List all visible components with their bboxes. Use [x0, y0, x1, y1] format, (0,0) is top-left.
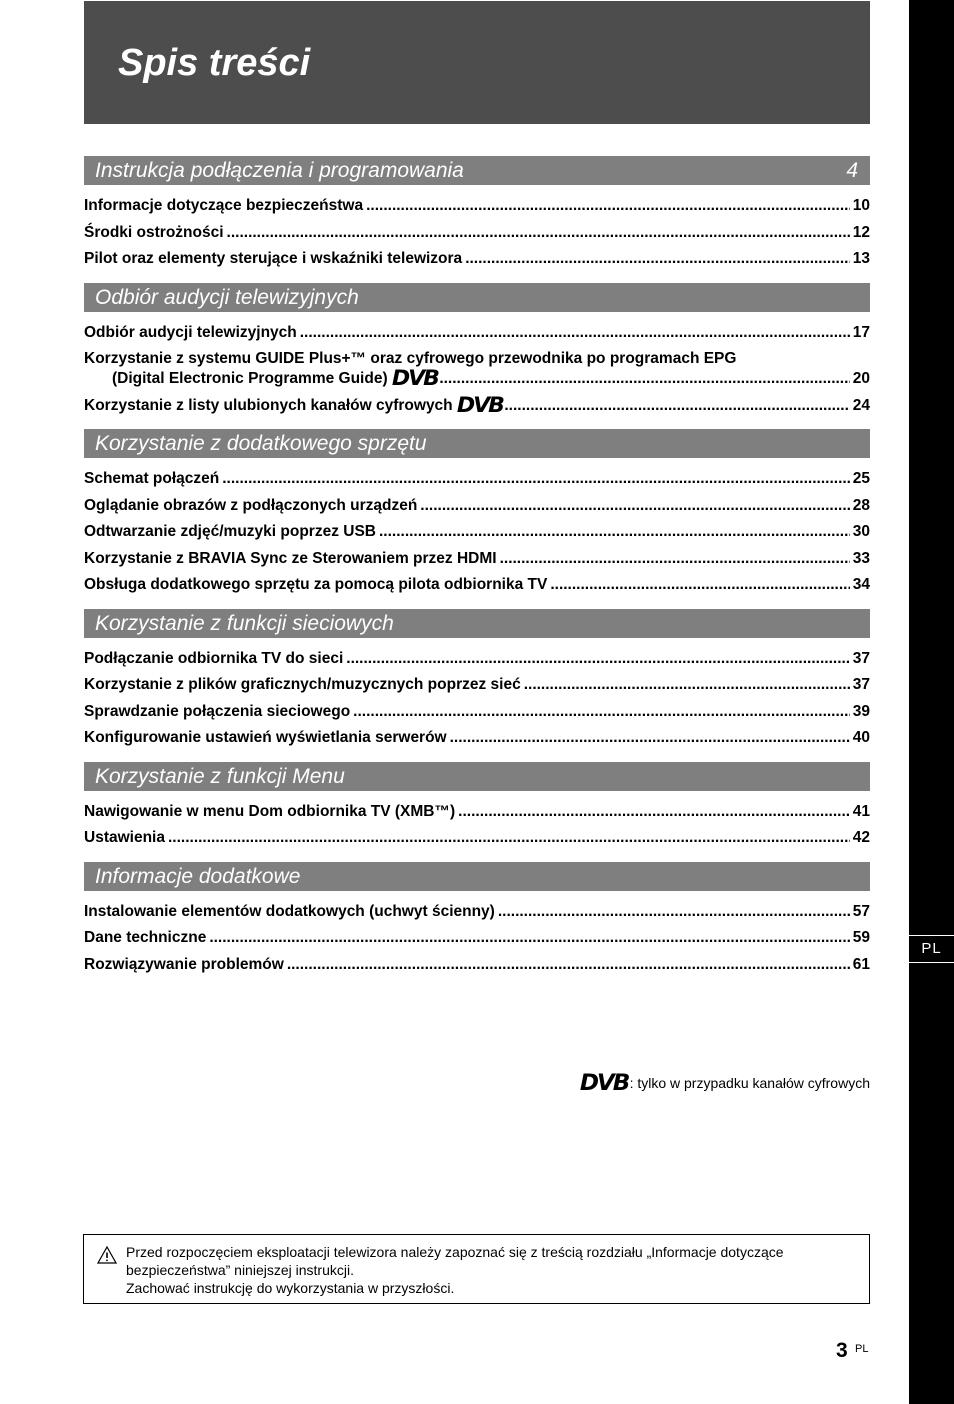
toc-entry-label: Rozwiązywanie problemów — [84, 955, 284, 973]
section-heading[interactable] — [84, 609, 870, 639]
toc-entry-label: Podłączanie odbiornika TV do sieci — [84, 649, 344, 667]
leader-dots — [498, 902, 850, 922]
toc-entry-page: 57 — [852, 902, 870, 920]
leader-dots — [450, 728, 850, 748]
toc-entry-label: Korzystanie z listy ulubionych kanałów cyfrowych — [84, 396, 453, 414]
toc-entry-label: Ustawienia — [84, 829, 165, 846]
toc-entry-label: Schemat połączeń — [84, 470, 220, 487]
toc-section — [84, 429, 870, 609]
leader-dots — [209, 928, 849, 948]
toc-entry[interactable] — [84, 575, 870, 595]
section-heading-text: Instrukcja podłączenia i programowania — [95, 159, 464, 182]
toc-section — [84, 609, 870, 762]
section-heading-text: Korzystanie z funkcji sieciowych — [95, 611, 394, 635]
toc-section — [84, 862, 870, 989]
toc-entry-page: 61 — [852, 955, 870, 973]
page-number-suffix: PL — [855, 1343, 869, 1355]
leader-dots — [222, 469, 850, 489]
leader-dots — [465, 249, 850, 269]
page-title: Spis treści — [118, 42, 311, 84]
toc-entry-label: Informacje dotyczące bezpieczeństwa — [84, 197, 364, 214]
page-number: 3 — [836, 1339, 848, 1362]
section-heading-text: Korzystanie z dodatkowego sprzętu — [95, 432, 427, 455]
toc-section — [84, 156, 870, 283]
toc-entry-page: 24 — [852, 396, 870, 414]
toc-entry-label: Oglądanie obrazów z podłączonych urządzeń — [84, 496, 418, 514]
section-heading-text: Korzystanie z funkcji Menu — [95, 764, 345, 788]
toc-entry[interactable] — [84, 496, 870, 516]
legend-text: : tylko w przypadku kanałów cyfrowych — [629, 1075, 870, 1091]
leader-dots — [346, 649, 849, 669]
toc-entry[interactable] — [84, 675, 870, 695]
toc-entry-label: Korzystanie z systemu GUIDE Plus+™ oraz cyfrowego przewodnika po programach EPG — [84, 350, 737, 367]
toc-entry[interactable] — [84, 392, 870, 417]
side-tab — [909, 0, 954, 1404]
toc-entry-page: 13 — [852, 250, 870, 267]
toc-entry-page: 37 — [852, 676, 870, 693]
leader-dots — [353, 702, 850, 722]
toc-entry-label: Obsługa dodatkowego sprzętu za pomocą pilota odbiornika TV — [84, 576, 548, 593]
toc-entry[interactable] — [84, 196, 870, 216]
leader-dots — [287, 955, 850, 975]
toc-entry[interactable] — [84, 828, 870, 848]
table-of-contents — [84, 156, 870, 988]
section-heading-text: Informacje dodatkowe — [95, 864, 301, 888]
leader-dots — [524, 675, 850, 695]
toc-section — [84, 762, 870, 862]
dvb-legend — [540, 1071, 870, 1096]
toc-entry-page: 39 — [852, 702, 870, 720]
toc-entry-page: 12 — [852, 223, 870, 241]
toc-entry-label: Dane techniczne — [84, 929, 207, 946]
toc-entry-label: Korzystanie z plików graficznych/muzycznych poprzez sieć — [84, 676, 521, 693]
leader-dots — [300, 323, 850, 343]
leader-dots — [366, 196, 850, 216]
language-tab: PL — [909, 937, 954, 961]
toc-entry-page: 37 — [852, 649, 870, 667]
toc-entry[interactable] — [84, 702, 870, 722]
toc-entry[interactable] — [84, 649, 870, 669]
toc-entry-page: 41 — [852, 802, 870, 820]
dvb-icon: DVB — [456, 392, 503, 417]
dvb-icon: DVB — [391, 366, 438, 390]
toc-entry[interactable] — [84, 249, 870, 269]
toc-entry-page: 30 — [852, 523, 870, 540]
toc-entry-page: 10 — [852, 197, 870, 214]
toc-entry[interactable] — [84, 223, 870, 243]
toc-entry[interactable] — [84, 522, 870, 542]
toc-entry-page: 33 — [852, 549, 870, 567]
toc-entry-page: 17 — [852, 323, 870, 341]
section-heading[interactable] — [84, 283, 870, 313]
toc-entry-label: Środki ostrożności — [84, 223, 224, 241]
toc-entry-label: Sprawdzanie połączenia sieciowego — [84, 702, 351, 720]
toc-entry-page: 34 — [852, 576, 870, 593]
section-page-number: 4 — [846, 159, 858, 182]
leader-dots — [227, 223, 850, 243]
leader-dots — [420, 496, 849, 516]
toc-entry-page: 25 — [852, 470, 870, 487]
leader-dots — [379, 522, 850, 542]
title-banner — [84, 1, 870, 124]
leader-dots — [168, 828, 850, 848]
toc-entry-page: 59 — [852, 929, 870, 946]
section-heading[interactable] — [84, 429, 870, 459]
toc-entry-label: Odbiór audycji telewizyjnych — [84, 323, 297, 341]
toc-entry[interactable] — [84, 728, 870, 748]
toc-entry-label: Pilot oraz elementy sterujące i wskaźniki telewizora — [84, 250, 463, 267]
toc-entry-label: Korzystanie z BRAVIA Sync ze Sterowaniem przez HDMI — [84, 549, 497, 567]
notice-line-1: Przed rozpoczęciem eksploatacji telewizora należy zapoznać się z treścią rozdziału „Informacje dotyczące bezpieczeństwa” niniejszej instrukcji. — [126, 1244, 784, 1278]
section-heading-text: Odbiór audycji telewizyjnych — [95, 285, 359, 309]
toc-entry[interactable] — [84, 549, 870, 569]
toc-section — [84, 283, 870, 430]
toc-entry-page: 40 — [852, 729, 870, 746]
leader-dots — [500, 549, 850, 569]
toc-entry[interactable] — [84, 349, 870, 389]
safety-notice — [83, 1234, 870, 1304]
section-heading[interactable] — [84, 862, 870, 892]
toc-entry[interactable] — [84, 955, 870, 975]
toc-entry-label: Odtwarzanie zdjęć/muzyki poprzez USB — [84, 523, 376, 540]
toc-entry[interactable] — [84, 323, 870, 343]
leader-dots — [458, 802, 850, 822]
toc-entry[interactable] — [84, 469, 870, 489]
toc-entry[interactable] — [84, 928, 870, 948]
toc-entry-label-line2: (Digital Electronic Programme Guide) — [112, 370, 388, 387]
toc-entry-label: Instalowanie elementów dodatkowych (uchwyt ścienny) — [84, 902, 495, 920]
leader-dots — [439, 369, 849, 389]
toc-entry-label: Konfigurowanie ustawień wyświetlania serwerów — [84, 729, 447, 746]
leader-dots — [504, 396, 849, 416]
dvb-icon: DVB — [579, 1071, 628, 1096]
notice-line-2: Zachować instrukcję do wykorzystania w przyszłości. — [126, 1280, 455, 1296]
section-heading[interactable] — [84, 156, 870, 186]
toc-entry-label: Nawigowanie w menu Dom odbiornika TV (XMB™) — [84, 802, 456, 820]
toc-entry-page: 20 — [852, 370, 870, 387]
toc-entry[interactable] — [84, 802, 870, 822]
toc-entry[interactable] — [84, 902, 870, 922]
toc-entry-page: 28 — [852, 496, 870, 514]
warning-icon — [97, 1245, 117, 1265]
toc-entry-page: 42 — [852, 829, 870, 846]
section-heading[interactable] — [84, 762, 870, 792]
leader-dots — [550, 575, 849, 595]
